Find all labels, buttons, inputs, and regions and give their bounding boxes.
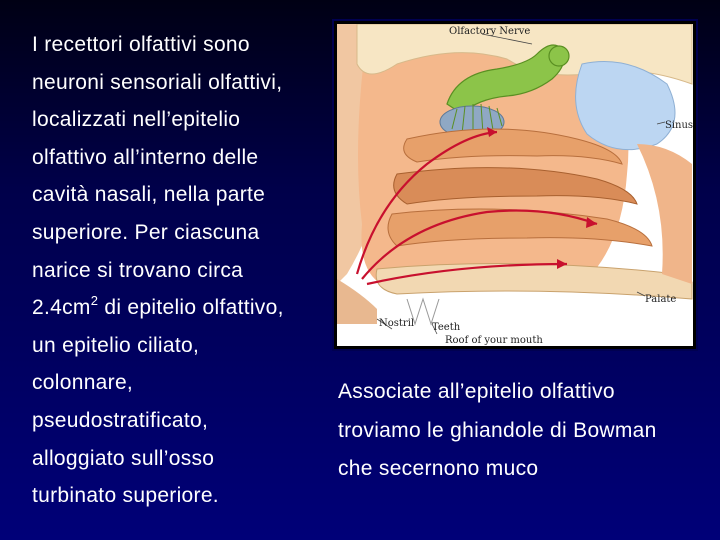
olfactory-bulb-tip: [549, 46, 569, 66]
paragraph-line-10: colonnare,: [32, 371, 134, 395]
pharynx: [637, 144, 692, 284]
label-teeth: Teeth: [432, 322, 461, 333]
label-nostril: Nostril: [379, 318, 415, 329]
note-line-2: troviamo le ghiandole di Bowman: [338, 418, 657, 442]
paragraph-line-1: I recettori olfattivi sono: [32, 33, 250, 56]
nasal-anatomy-illustration: [337, 24, 693, 346]
paragraph-line-6: superiore. Per ciascuna: [32, 220, 260, 244]
paragraph-line-12: alloggiato sull’osso: [32, 446, 215, 470]
label-sinus: Sinus: [665, 120, 693, 131]
nostril-outline: [337, 279, 377, 324]
paragraph-line-4: olfattivo all’interno delle: [32, 145, 259, 169]
paragraph-line-2: neuroni sensoriali olfattivi,: [32, 70, 283, 94]
paragraph-line-area: [32, 289, 332, 327]
paragraph-line-5: cavità nasali, nella parte: [32, 183, 266, 207]
paragraph-line-11: pseudostratificato,: [32, 408, 209, 432]
paragraph-line-9: un epitelio ciliato,: [32, 333, 200, 357]
paragraph-line-3: localizzati nell’epitelio: [32, 108, 241, 132]
label-olfactory-nerve: Olfactory Nerve: [449, 26, 531, 37]
area-value: 2.4cm: [32, 296, 91, 320]
label-roof-of-mouth: Roof of your mouth: [445, 335, 543, 346]
nasal-anatomy-figure: [334, 21, 696, 349]
label-palate: Palate: [645, 294, 677, 305]
main-paragraph: [32, 26, 332, 515]
note-line-1: Associate all’epitelio olfattivo: [338, 380, 615, 403]
paragraph-line-7: narice si trovano circa: [32, 258, 244, 282]
area-suffix: di epitelio olfattivo,: [98, 296, 284, 320]
bowman-glands-note: [338, 373, 708, 489]
area-superscript: 2: [90, 293, 99, 309]
note-line-3: che secernono muco: [338, 457, 539, 480]
paragraph-line-13: turbinato superiore.: [32, 484, 219, 508]
